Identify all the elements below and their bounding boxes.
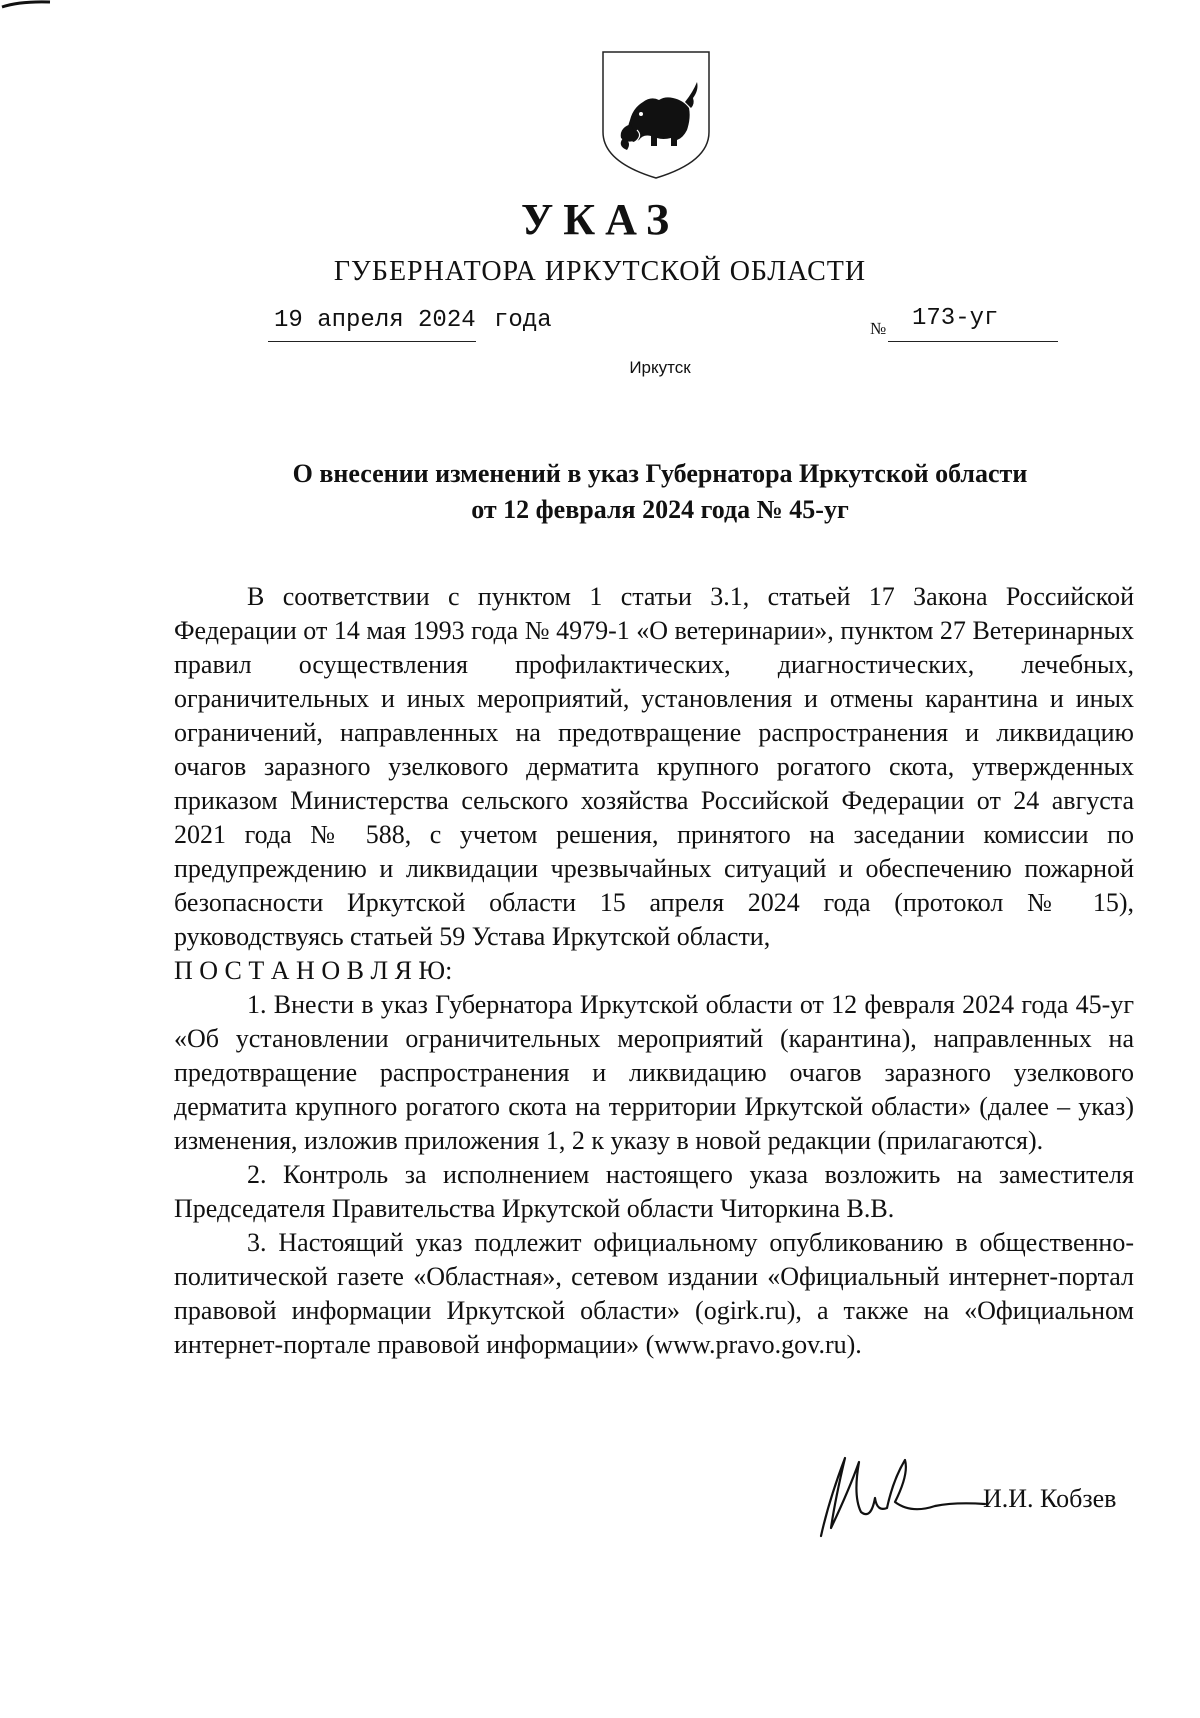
number-underline <box>888 341 1058 342</box>
document-number: 173-уг <box>912 305 999 332</box>
signer-name: И.И. Кобзев <box>983 1484 1117 1513</box>
scan-corner-mark <box>0 0 52 9</box>
item-2-paragraph: 2. Контроль за исполнением настоящего указа возложить на заместителя Председателя Правительства Иркутской области Читоркина В.В. <box>174 1160 1134 1223</box>
document-date-suffix: года <box>494 307 552 334</box>
heading-line-1: О внесении изменений в указ Губернатора Иркутской области <box>292 459 1028 488</box>
number-sign: № <box>870 319 887 338</box>
date-underline <box>268 341 476 342</box>
item-1-paragraph: 1. Внести в указ Губернатора Иркутской области от 12 февраля 2024 года 45-уг «Об установлении ограничительных мероприятий (карантина), направленных на предотвращение распространения и ликвидацию очагов заразного узелкового дерматита крупного рогатого скота на территории Иркутской области» (далее – указ) изменения, изложив приложения 1, 2 к указу в новой редакции (прилагаются). <box>174 990 1134 1155</box>
resolve-heading: П О С Т А Н О В Л Я Ю: <box>174 956 453 985</box>
babr-icon <box>621 82 698 150</box>
document-subtitle: ГУБЕРНАТОРА ИРКУТСКОЙ ОБЛАСТИ <box>333 256 867 287</box>
coat-of-arms-emblem <box>597 46 715 182</box>
preamble-paragraph: В соответствии с пунктом 1 статьи 3.1, статьей 17 Закона Российской Федерации от 14 мая 1993 года № 4979-1 «О ветеринарии», пунктом 27 Ветеринарных правил осуществления профилактических, диагностических, лечебных, ограничительных и иных мероприятий, установления и отмены карантина и иных ограничений, направленных на предотвращение распространения и ликвидацию очагов заразного узелкового дерматита крупного рогатого скота, утвержденных приказом Министерства сельского хозяйства Российской Федерации от 24 августа 2021 года № 588, с учетом решения, принятого на заседании комиссии по предупреждению и ликвидации чрезвычайных ситуаций и обеспечению пожарной безопасности Иркутской области 15 апреля 2024 года (протокол № 15), руководствуясь статьей 59 Устава Иркутской области, <box>174 582 1134 951</box>
document-heading <box>160 456 1160 528</box>
item-3-paragraph: 3. Настоящий указ подлежит официальному опубликованию в общественно-политической газете «Областная», сетевом издании «Официальный интернет-портал правовой информации Иркутской области» (ogirk.ru), а также на «Официальном интернет-портале правовой информации» (www.pravo.gov.ru). <box>174 1228 1134 1359</box>
heading-line-2: от 12 февраля 2024 года № 45-уг <box>471 495 849 524</box>
handwritten-signature <box>815 1450 995 1540</box>
document-body <box>174 580 1134 1362</box>
document-title: УКАЗ <box>520 195 680 244</box>
signature-block <box>815 1450 1145 1545</box>
document-city: Иркутск <box>629 358 691 377</box>
document-date: 19 апреля 2024 <box>274 307 476 334</box>
